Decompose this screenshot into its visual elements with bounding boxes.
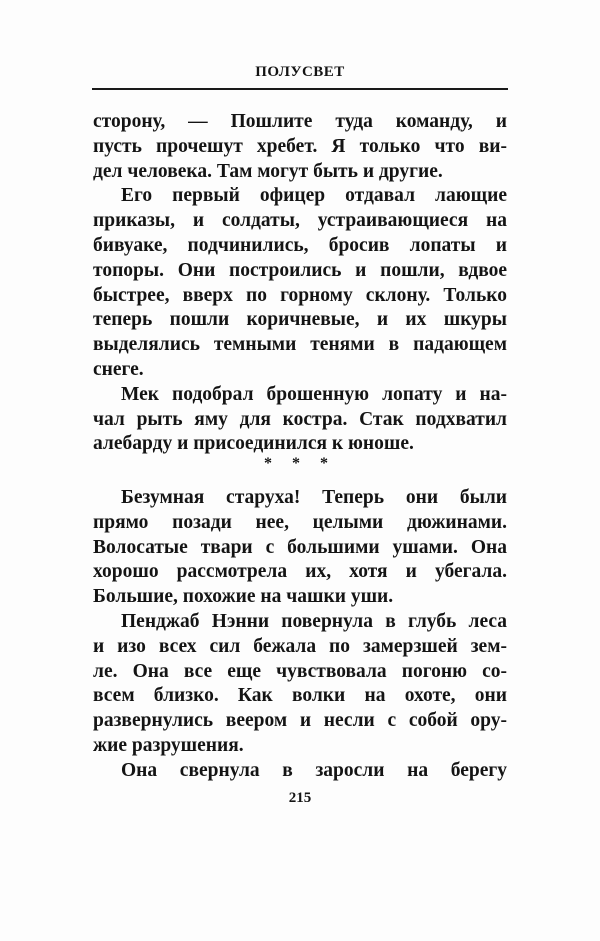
text-line: дел человека. Там могут быть и другие. [93, 160, 443, 182]
text-line: всем близко. Как волки на охоте, они [93, 685, 507, 707]
text-line: Большие, похожие на чашки уши. [93, 586, 394, 608]
text-line: жие разрушения. [93, 734, 244, 756]
text-line: снеге. [93, 358, 144, 380]
text-line: пусть прочешут хребет. Я только что ви- [93, 135, 507, 157]
text-line: Его первый офицер отдавал лающие [121, 185, 507, 207]
text-line: Она свернула в заросли на берегу [121, 759, 507, 781]
text-line: хорошо рассмотрела их, хотя и убегала. [93, 561, 507, 583]
text-line: ле. Она все еще чувствовала погоню со- [93, 660, 507, 682]
running-header: ПОЛУСВЕТ [255, 64, 345, 80]
text-section-1 [93, 110, 507, 457]
text-line: Волосатые твари с большими ушами. Она [93, 536, 507, 558]
text-line: выделялись темными тенями в падающем [93, 334, 507, 356]
text-line: Мек подобрал брошенную лопату и на- [121, 383, 507, 405]
paragraph [93, 184, 507, 382]
text-line: теперь пошли коричневые, и их шкуры [93, 309, 507, 331]
text-line: сторону, — Пошлите туда команду, и [93, 111, 507, 132]
text-line: развернулись веером и несли с собой ору- [93, 710, 507, 732]
section-separator: * * * [264, 455, 336, 472]
text-line: и изо всех сил бежала по замерзшей зем- [93, 635, 507, 657]
text-section-2 [93, 486, 507, 784]
page-number: 215 [288, 790, 312, 806]
text-line: приказы, и солдаты, устраивающиеся на [93, 210, 507, 232]
paragraph [93, 383, 507, 457]
text-line: быстрее, вверх по горному склону. Только [93, 284, 507, 306]
paragraph [93, 486, 507, 610]
text-line: прямо позади нее, целыми дюжинами. [93, 511, 507, 533]
text-line: Безумная старуха! Теперь они были [121, 487, 507, 508]
text-line: топоры. Они построились и пошли, вдвое [93, 259, 507, 281]
header-rule [92, 88, 508, 90]
paragraph [93, 110, 507, 184]
paragraph [93, 759, 507, 784]
text-line: чал рыть яму для костра. Стак подхватил [93, 408, 507, 430]
text-line: алебарду и присоединился к юноше. [93, 433, 414, 455]
paragraph [93, 610, 507, 759]
text-line: Пенджаб Нэнни повернула в глубь леса [121, 610, 507, 632]
text-line: бивуаке, подчинились, бросив лопаты и [93, 234, 507, 256]
